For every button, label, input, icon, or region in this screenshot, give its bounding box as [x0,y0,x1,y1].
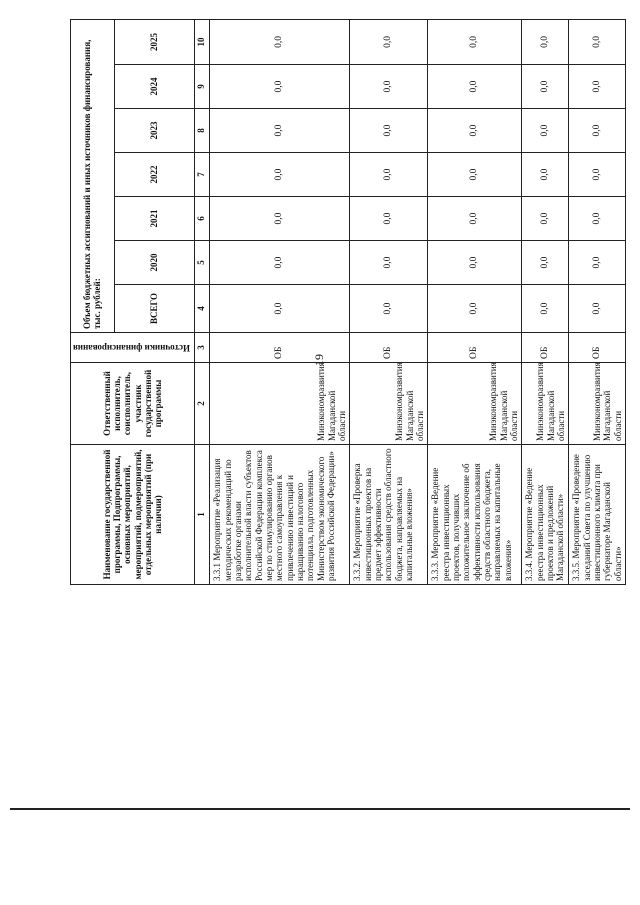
row-value: 0,0 [210,241,350,285]
header-year: 2021 [114,197,194,241]
row-value: 0,0 [522,285,569,333]
row-value: 0,0 [522,241,569,285]
column-number: 8 [195,109,210,153]
row-value: 0,0 [350,65,428,109]
row-name: 3.3.4. Мероприятие «Ведение реестра инвестиционных проектов и предложений Магаданской области» [522,445,569,585]
column-number: 6 [195,197,210,241]
row-value: 0,0 [350,109,428,153]
row-value: 0,0 [350,197,428,241]
row-value: 0,0 [569,19,626,64]
column-number: 9 [195,65,210,109]
row-name: 3.3.1 Мероприятие «Реализация методических рекомендаций по разработке органами исполнительной власти субъектов Российской Федерации комплекса мер по стимулированию органов местного самоуправления к привлечению инвестиций и наращиванию налогового потенциала, подготовленных Министерством экономического развития Российской Федерации» [210,445,350,585]
row-value: 0,0 [569,153,626,197]
row-value: 0,0 [522,197,569,241]
row-value: 0,0 [569,109,626,153]
row-source: ОБ [428,333,522,363]
page-number: 19 [312,354,326,366]
row-name: 3.3.2. Мероприятие «Проверка инвестиционных проектов на предмет эффективности использования средств областного бюджета, направляемых на капитальные вложения» [350,445,428,585]
header-year: 2020 [114,241,194,285]
column-number: 1 [195,445,210,585]
column-number: 10 [195,19,210,64]
row-value: 0,0 [210,153,350,197]
row-value: 0,0 [350,241,428,285]
header-name: Наименование государственной программы, Подпрограммы, основных мероприятий, мероприятий, подмероприятий, отдельных мероприятий (при наличии) [71,445,195,585]
row-value: 0,0 [210,19,350,64]
row-value: 0,0 [428,241,522,285]
row-value: 0,0 [428,153,522,197]
row-value: 0,0 [210,65,350,109]
row-value: 0,0 [428,19,522,64]
row-value: 0,0 [350,153,428,197]
row-executor: Минэкономразвития Магаданской области [569,363,626,445]
row-value: 0,0 [428,65,522,109]
row-name: 3.3.3. Мероприятие «Ведение реестра инвестиционных проектов, получивших положительное заключение об эффективности использования средств областного бюджета, направляемых на капитальные вложения» [428,445,522,585]
row-value: 0,0 [428,109,522,153]
row-value: 0,0 [350,285,428,333]
header-year: 2022 [114,153,194,197]
column-number: 5 [195,241,210,285]
header-year: 2025 [114,19,194,64]
table-row [522,19,569,584]
column-number-row [195,19,210,584]
row-executor: Минэкономразвития Магаданской области [210,363,350,445]
header-year: 2023 [114,109,194,153]
row-value: 0,0 [569,65,626,109]
table-row [569,19,626,584]
row-source: ОБ [350,333,428,363]
row-value: 0,0 [428,285,522,333]
header-source [71,333,195,363]
header-year: 2024 [114,65,194,109]
row-value: 0,0 [428,197,522,241]
table-row [428,19,522,584]
column-number: 7 [195,153,210,197]
funding-table [70,19,626,585]
row-value: 0,0 [522,153,569,197]
column-number: 2 [195,363,210,445]
row-executor: Минэкономразвития Магаданской области [522,363,569,445]
row-name: 3.3.5. Мероприятие «Проведение заседаний Совета по улучшению инвестиционного климата при губернаторе Магаданской области» [569,445,626,585]
separator-line [10,808,630,810]
table-body [210,19,626,584]
row-source: ОБ [522,333,569,363]
header-source-text: Источники финансирования [73,342,190,353]
row-value: 0,0 [522,65,569,109]
row-value: 0,0 [522,19,569,64]
row-source: ОБ [569,333,626,363]
header-executor: Ответственный исполнитель, соисполнитель, участник государственной программы [71,363,195,445]
row-value: 0,0 [210,285,350,333]
header-funding-group: Объем бюджетных ассигнований и иных источников финансирования, тыс. рублей: [71,19,115,332]
row-value: 0,0 [569,241,626,285]
row-value: 0,0 [522,109,569,153]
row-value: 0,0 [350,19,428,64]
row-executor: Минэкономразвития Магаданской области [428,363,522,445]
column-number: 4 [195,285,210,333]
funding-table-rotated [70,20,623,585]
table-row [210,19,350,584]
row-value: 0,0 [569,197,626,241]
table-row [350,19,428,584]
row-value: 0,0 [569,285,626,333]
row-executor: Минэкономразвития Магаданской области [350,363,428,445]
column-number: 3 [195,333,210,363]
row-value: 0,0 [210,197,350,241]
header-year: ВСЕГО [114,285,194,333]
row-value: 0,0 [210,109,350,153]
row-source: ОБ [210,333,350,363]
